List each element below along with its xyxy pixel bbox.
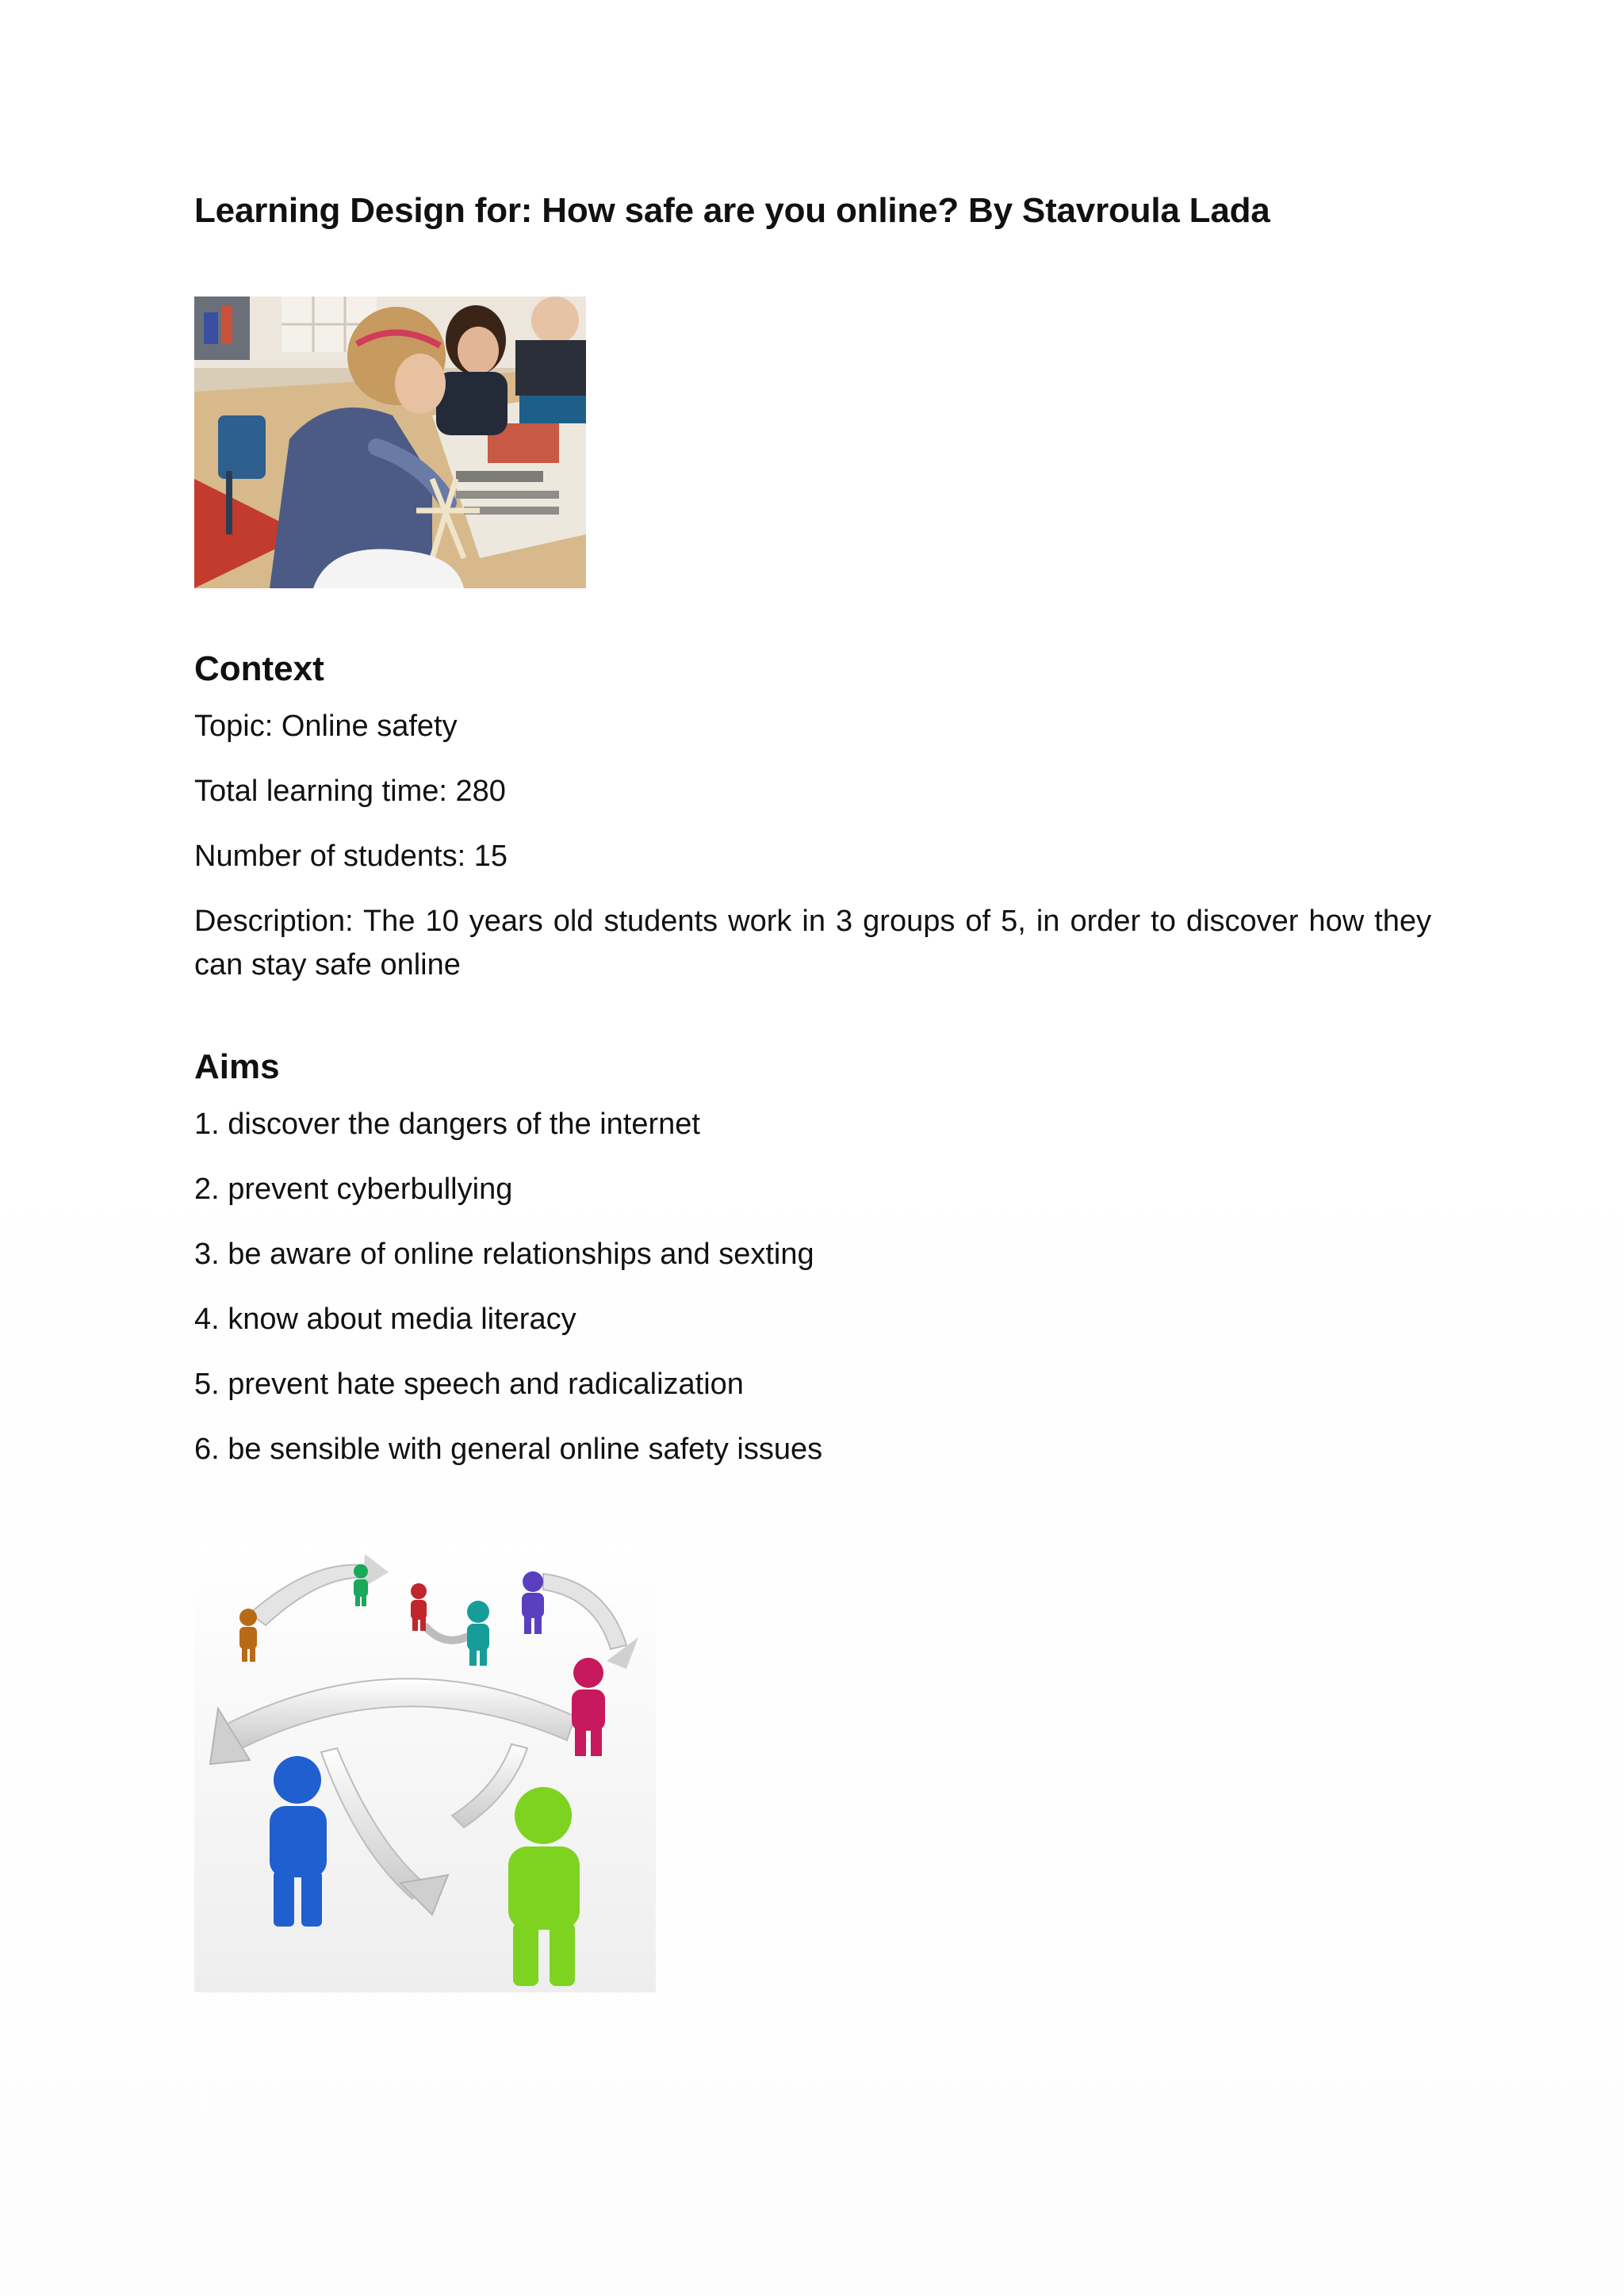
description-paragraph: Description: The 10 years old students work in 3 groups of 5, in order to discover how they can stay safe online: [194, 904, 1431, 982]
aim-item: 5. prevent hate speech and radicalization: [194, 1367, 744, 1401]
aim-item: 2. prevent cyberbullying: [194, 1172, 513, 1206]
context-section: [194, 649, 1431, 987]
aims-heading: Aims: [194, 1047, 280, 1086]
aim-item: 4. know about media literacy: [194, 1302, 576, 1336]
aims-section: [194, 1047, 1431, 1493]
aim-item: 3. be aware of online relationships and sexting: [194, 1237, 814, 1271]
topic-line: Topic: Online safety: [194, 709, 458, 743]
aim-item: 1. discover the dangers of the internet: [194, 1107, 700, 1141]
classroom-photo: [194, 297, 586, 588]
learning-time-line: Total learning time: 280: [194, 774, 506, 808]
aim-item: 6. be sensible with general online safety issues: [194, 1432, 823, 1466]
document-title: Learning Design for: How safe are you online? By Stavroula Lada: [194, 191, 1270, 230]
title-block: [194, 190, 1431, 232]
students-line: Number of students: 15: [194, 839, 508, 873]
network-people-illustration: [194, 1542, 656, 1992]
context-heading: Context: [194, 649, 324, 688]
